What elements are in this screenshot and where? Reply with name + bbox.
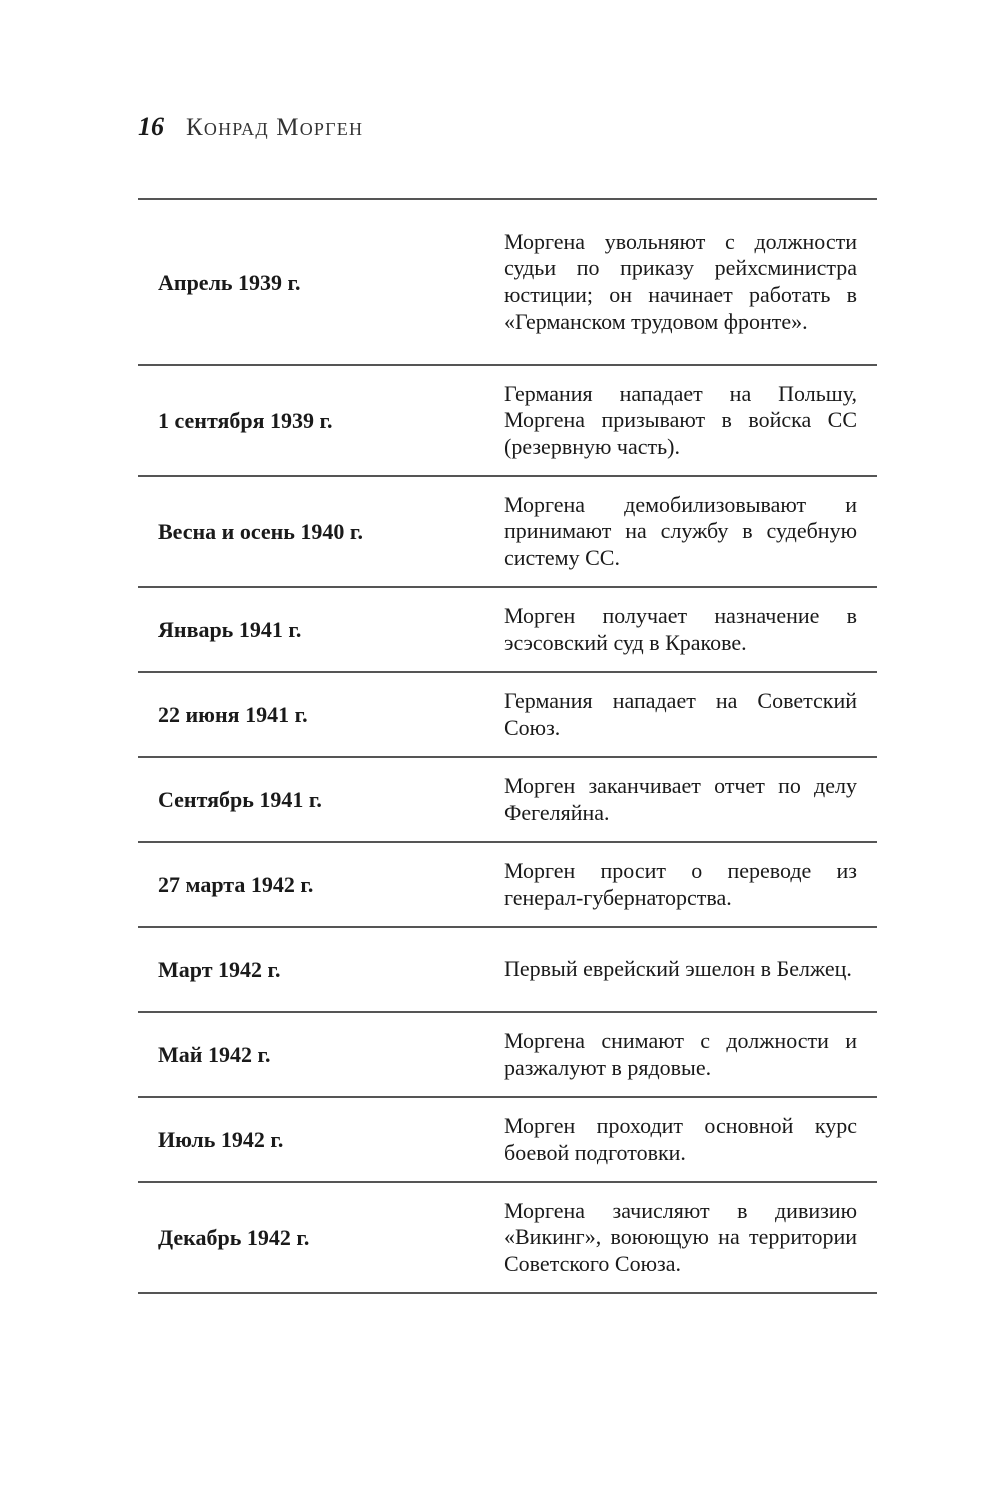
row-event: Моргена увольняют с должности судьи по приказу рейхсминистра юстиции; он начинает работать в «Германском трудовом фронте». bbox=[504, 228, 857, 334]
row-date: 22 июня 1941 г. bbox=[158, 702, 308, 727]
row-date: 27 марта 1942 г. bbox=[158, 872, 314, 897]
table-row bbox=[138, 673, 877, 758]
chronology-table bbox=[138, 198, 877, 1294]
table-row bbox=[138, 1013, 877, 1098]
row-event: Германия нападает на Советский Союз. bbox=[504, 687, 857, 740]
row-date: 1 сентября 1939 г. bbox=[158, 408, 333, 433]
row-date: Сентябрь 1941 г. bbox=[158, 787, 322, 812]
row-event: Моргена снимают с должности и разжалуют в рядовые. bbox=[504, 1027, 857, 1080]
table-row bbox=[138, 477, 877, 588]
running-title: Конрад Морген bbox=[186, 114, 364, 141]
row-event: Морген проходит основной курс боевой подготовки. bbox=[504, 1112, 857, 1165]
row-date: Весна и осень 1940 г. bbox=[158, 519, 363, 544]
row-date: Декабрь 1942 г. bbox=[158, 1225, 310, 1250]
row-event: Германия нападает на Польшу, Моргена призывают в войска СС (резервную часть). bbox=[504, 380, 857, 459]
row-date: Январь 1941 г. bbox=[158, 617, 302, 642]
row-event: Морген заканчивает отчет по делу Фегеляйна. bbox=[504, 772, 857, 825]
running-head bbox=[138, 112, 363, 152]
row-event: Морген получает назначение в эсэсовский суд в Кракове. bbox=[504, 602, 857, 655]
row-date: Апрель 1939 г. bbox=[158, 269, 301, 295]
table-row bbox=[138, 843, 877, 928]
row-event: Моргена зачисляют в дивизию «Викинг», воюющую на территории Советского Союза. bbox=[504, 1197, 857, 1276]
table-row bbox=[138, 758, 877, 843]
table-row bbox=[138, 200, 877, 366]
row-date: Июль 1942 г. bbox=[158, 1127, 284, 1152]
table-row bbox=[138, 366, 877, 477]
row-event: Моргена демобилизовывают и принимают на службу в судебную систему СС. bbox=[504, 491, 857, 570]
table-row bbox=[138, 588, 877, 673]
table-row bbox=[138, 928, 877, 1013]
table-row bbox=[138, 1098, 877, 1183]
row-event: Морген просит о переводе из генерал-губернаторства. bbox=[504, 857, 857, 910]
row-date: Март 1942 г. bbox=[158, 957, 281, 982]
row-date: Май 1942 г. bbox=[158, 1042, 271, 1067]
table-row bbox=[138, 1183, 877, 1294]
page-number: 16 bbox=[138, 112, 164, 141]
row-event: Первый еврейский эшелон в Белжец. bbox=[504, 956, 852, 982]
